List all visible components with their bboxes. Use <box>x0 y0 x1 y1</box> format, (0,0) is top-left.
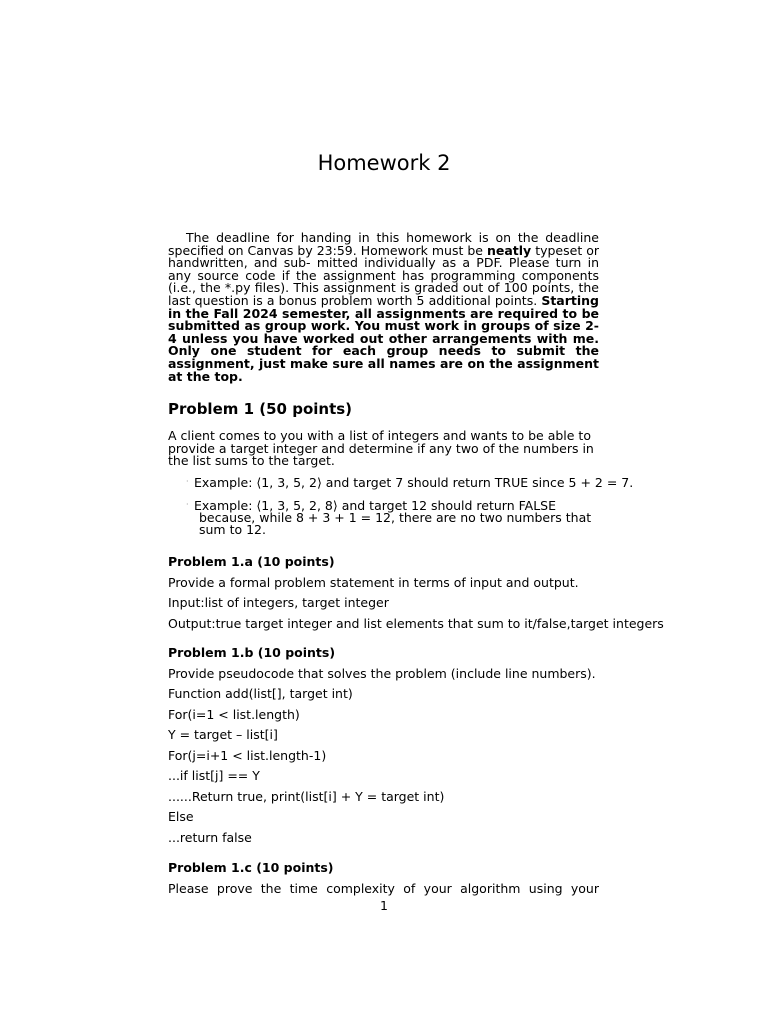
pseudocode-line: ...if list[j] == Y <box>168 768 260 783</box>
intro-text-2: neatly <box>486 242 532 258</box>
intro-text-3: typeset or handwritten, and sub- mitted individually as a PDF. Please turn in any source code if the assignment has programming components (i.e., the *.py files). This assignment is graded out of 100 points, the last question is a bonus problem worth 5 additional points. <box>168 242 599 308</box>
example-2-text: Example: ⟨1, 3, 5, 2, 8⟩ and target 12 should return FALSE <box>194 498 557 513</box>
example-2-continuation: because, while 8 + 3 + 1 = 12, there are no two numbers that sum to 12. <box>199 510 592 538</box>
bullet-icon: · <box>186 500 189 509</box>
intro-text-1: The deadline for handing in this homework is on the deadline specified on Canvas by 23:59. Homework must be <box>168 230 599 258</box>
pseudocode-line: Else <box>168 809 194 824</box>
problem-1a-line: Input:list of integers, target integer <box>168 595 389 610</box>
problem-1b-heading: Problem 1.b (10 points) <box>168 645 336 660</box>
document-body <box>168 230 664 896</box>
example-1-text: Example: ⟨1, 3, 5, 2⟩ and target 7 should return TRUE since 5 + 2 = 7. <box>194 475 634 490</box>
problem-1c-heading: Problem 1.c (10 points) <box>168 860 334 875</box>
intro-text-4: Starting in the Fall 2024 semester, all assignments are required to be submitted as group work. You must work in groups of size 2-4 unless you have worked out other arrangements with me. Only one student for each group needs to submit the assignment, just make sure all names are on the assignment at the top. <box>168 292 599 384</box>
pseudocode-line: Provide pseudocode that solves the problem (include line numbers). <box>168 666 596 681</box>
problem-1a-heading: Problem 1.a (10 points) <box>168 554 335 569</box>
page-number: 1 <box>380 898 388 913</box>
pseudocode-line: ...return false <box>168 830 252 845</box>
problem-1c-text: Please prove the time complexity of your algorithm using your <box>168 881 599 896</box>
intro-paragraph <box>168 232 599 383</box>
pseudocode-line: For(j=i+1 < list.length-1) <box>168 748 327 763</box>
problem-1-description: A client comes to you with a list of integers and wants to be able to provide a target integer and determine if any two of the numbers in the list sums to the target. <box>168 428 594 469</box>
pseudocode-line: Y = target – list[i] <box>168 727 278 742</box>
problem-1a-line: Provide a formal problem statement in terms of input and output. <box>168 575 579 590</box>
document-title: Homework 2 <box>317 151 451 175</box>
problem-1-heading: Problem 1 (50 points) <box>168 400 353 418</box>
pseudocode-line: Function add(list[], target int) <box>168 686 353 701</box>
pseudocode-line: ......Return true, print(list[i] + Y = target int) <box>168 789 445 804</box>
bullet-icon: · <box>186 477 189 486</box>
pseudocode-line: For(i=1 < list.length) <box>168 707 300 722</box>
problem-1a-line: Output:true target integer and list elements that sum to it/false,target integers <box>168 616 664 631</box>
